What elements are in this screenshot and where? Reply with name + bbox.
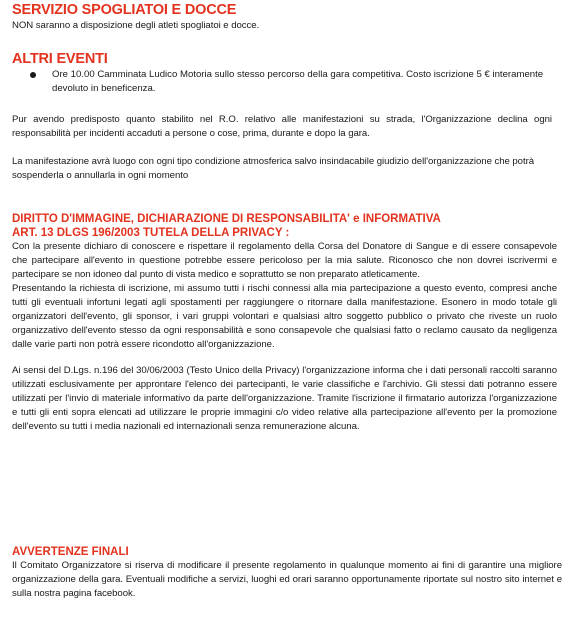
altri-eventi-paragraph-2: La manifestazione avrà luogo con ogni tipo condizione atmosferica salvo insindacabile giudizio dell'organizzazione che potrà sospenderla o annullarla in ogni momento (12, 156, 535, 181)
section-avvertenze (12, 545, 568, 601)
section-subtitle-privacy: ART. 13 DLGS 196/2003 TUTELA DELLA PRIVACY : (12, 227, 290, 239)
diritto-paragraph-3: Ai sensi del D.Lgs. n.196 del 30/06/2003 (Testo Unico della Privacy) l'organizzazione informa che i dati personali raccolti saranno utilizzati esclusivamente per approntare l'elenco dei partecipanti, le varie classifiche e l'archivio. Gli stessi dati potranno essere utilizzati per l'invio di materiale informativo da parte dell'organizzazione. Tramite l'iscrizione il firmatario autorizza l'organizzazione e tutti gli enti sopra elencati ad utilizzare le proprie immagini c/o video relative alla partecipazione all'evento per la promozione dell'evento su tutti i media nazionali ed internazionali senza remunerazione alcuna. (12, 365, 557, 432)
bullet-dot-icon (30, 72, 36, 78)
bullet-item (30, 68, 568, 96)
altri-eventi-paragraph-1: Pur avendo predisposto quanto stabilito nel R.O. relativo alle manifestazioni su strada, l'Organizzazione declina ogni responsabilità per incidenti accaduti a persone o cose, prima, durante e dopo la gara. (12, 114, 552, 139)
section-title-spogliatoi: SERVIZIO SPOGLIATOI E DOCCE (12, 2, 237, 18)
section-title-altri-eventi: ALTRI EVENTI (12, 51, 108, 67)
section-altri-eventi (12, 51, 568, 183)
bullet-text: Ore 10.00 Camminata Ludico Motoria sullo stesso percorso della gara competitiva. Costo iscrizione 5 € interamente devoluto in beneficenza. (52, 69, 544, 94)
section-spogliatoi (12, 2, 568, 33)
diritto-paragraph-2: Presentando la richiesta di iscrizione, mi assumo tutti i rischi connessi alla mia partecipazione a questo evento, compresi anche tutti gli eventuali infortuni legati agli spostamenti per raggiungere o ritornare dalla manifestazione. Esonero in modo totale gli organizzatori dell'evento, gli sponsor, i vari gruppi volontari e qualsiasi altro soggetto pubblico o privato che riveste un ruolo organizzativo dell'evento stesso da ogni responsabilità e sono consapevole che qualsiasi fatto o reclamo causato da negligenza dalle varie parti non potrà essere ricondotto all'organizzazione. (12, 283, 557, 350)
section-diritto (12, 212, 568, 434)
section-title-diritto: DIRITTO D'IMMAGINE, DICHIARAZIONE DI RESPONSABILITA' e INFORMATIVA (12, 213, 441, 225)
diritto-paragraph-1: Con la presente dichiaro di conoscere e rispettare il regolamento della Corsa del Donatore di Sangue e di essere consapevole che partecipare all'evento in questione potrebbe essere pericoloso per la mia salute. Riconosco che non dovrei iscrivermi e partecipare se non idoneo dal punto di vista medico e soprattutto se non preparato atleticamente. (12, 241, 557, 280)
section-title-avvertenze: AVVERTENZE FINALI (12, 546, 129, 558)
avvertenze-text: Il Comitato Organizzatore si riserva di modificare il presente regolamento in qualunque momento ai fini di garantire una migliore organizzazione della gara. Eventuali modifiche a servizi, luoghi ed orari saranno opportunamente riportate sul nostro sito internet e sulla nostra pagina facebook. (12, 560, 562, 599)
spogliatoi-text: NON saranno a disposizione degli atleti spogliatoi e docce. (12, 20, 260, 31)
